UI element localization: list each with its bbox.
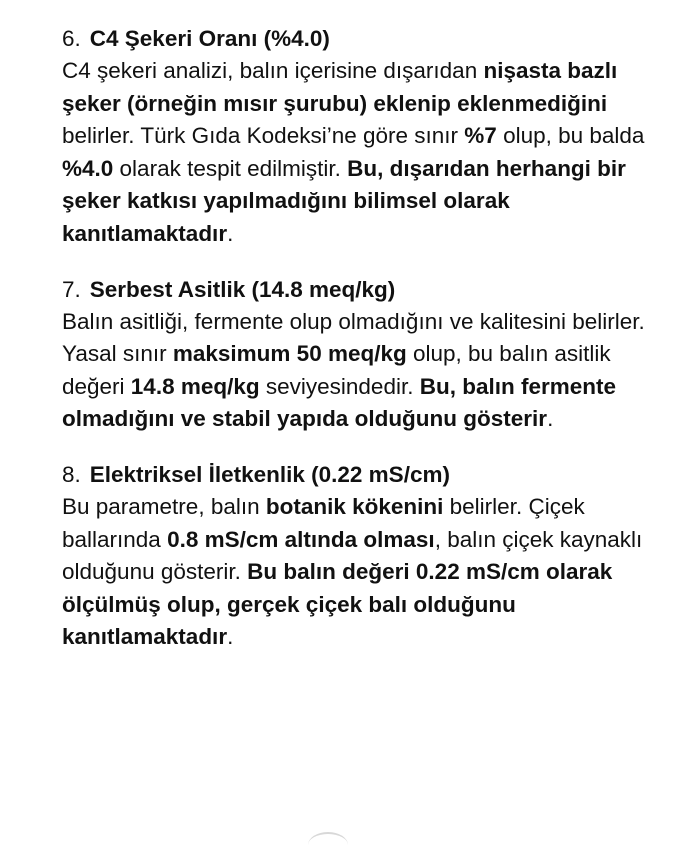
bold-run: %7 [464,123,497,149]
section-paragraph [62,55,662,251]
section-paragraph [62,491,662,654]
section-electrical-conductivity [62,458,662,654]
text-run: olup, bu balın asitlik değeri [62,341,611,399]
bold-run: botanik kökenini [265,493,444,519]
section-heading [62,458,662,491]
section-free-acidity [62,273,662,436]
bold-run: maksimum 50 meq/kg [172,341,407,367]
text-run: . [547,406,554,432]
text-run: belirler. Çiçek ballarında [62,493,585,552]
bold-run: Bu, dışarıdan herhangi bir şeker katkısı yapılmadığını bilimsel olarak kanıtlamaktadır [62,155,626,246]
text-run: belirler. Türk Gıda Kodeksi’ne göre sınır [62,123,465,149]
text-run: Balın asitliği, fermente olup olmadığını ve kalitesini belirler. Yasal sınır [62,308,645,367]
scroll-indicator-icon [308,832,348,858]
text-run: C4 şekeri analizi, balın içerisine dışarıdan [62,58,484,83]
bold-run: %4.0 [62,155,114,181]
text-run: Bu parametre, balın [62,493,266,519]
bold-run: Bu balın değeri 0.22 mS/cm olarak ölçülmüş olup, gerçek çiçek balı olduğunu kanıtlamaktadır [62,559,613,650]
section-paragraph [62,306,662,436]
section-title: Serbest Asitlik (14.8 meq/kg) [89,276,396,302]
section-number: 6. [62,26,81,51]
text-run: olarak tespit edilmiştir. [113,155,348,181]
text-run: seviyesindedir. [259,373,420,399]
section-title: Elektriksel İletkenlik (0.22 mS/cm) [89,461,450,487]
bold-run: nişasta bazlı şeker (örneğin mısır şurubu) eklenip eklenmediğini [62,58,618,116]
text-run: . [227,624,234,650]
section-number: 7. [62,276,81,302]
bold-run: 0.8 mS/cm altında olması [167,526,435,552]
bold-run: Bu, balın fermente olmadığını ve stabil yapıda olduğunu gösterir [62,373,617,432]
text-run: . [227,220,234,246]
section-title: C4 Şekeri Oranı (%4.0) [89,26,330,51]
document-body [62,22,662,676]
bold-run: 14.8 meq/kg [130,373,260,399]
section-c4-sugar [62,22,662,251]
section-number: 8. [62,461,81,487]
text-run: olup, bu balda [496,123,645,149]
text-run: , balın çiçek kaynaklı olduğunu gösterir. [62,526,643,585]
section-heading [62,22,662,55]
section-heading [62,273,662,306]
